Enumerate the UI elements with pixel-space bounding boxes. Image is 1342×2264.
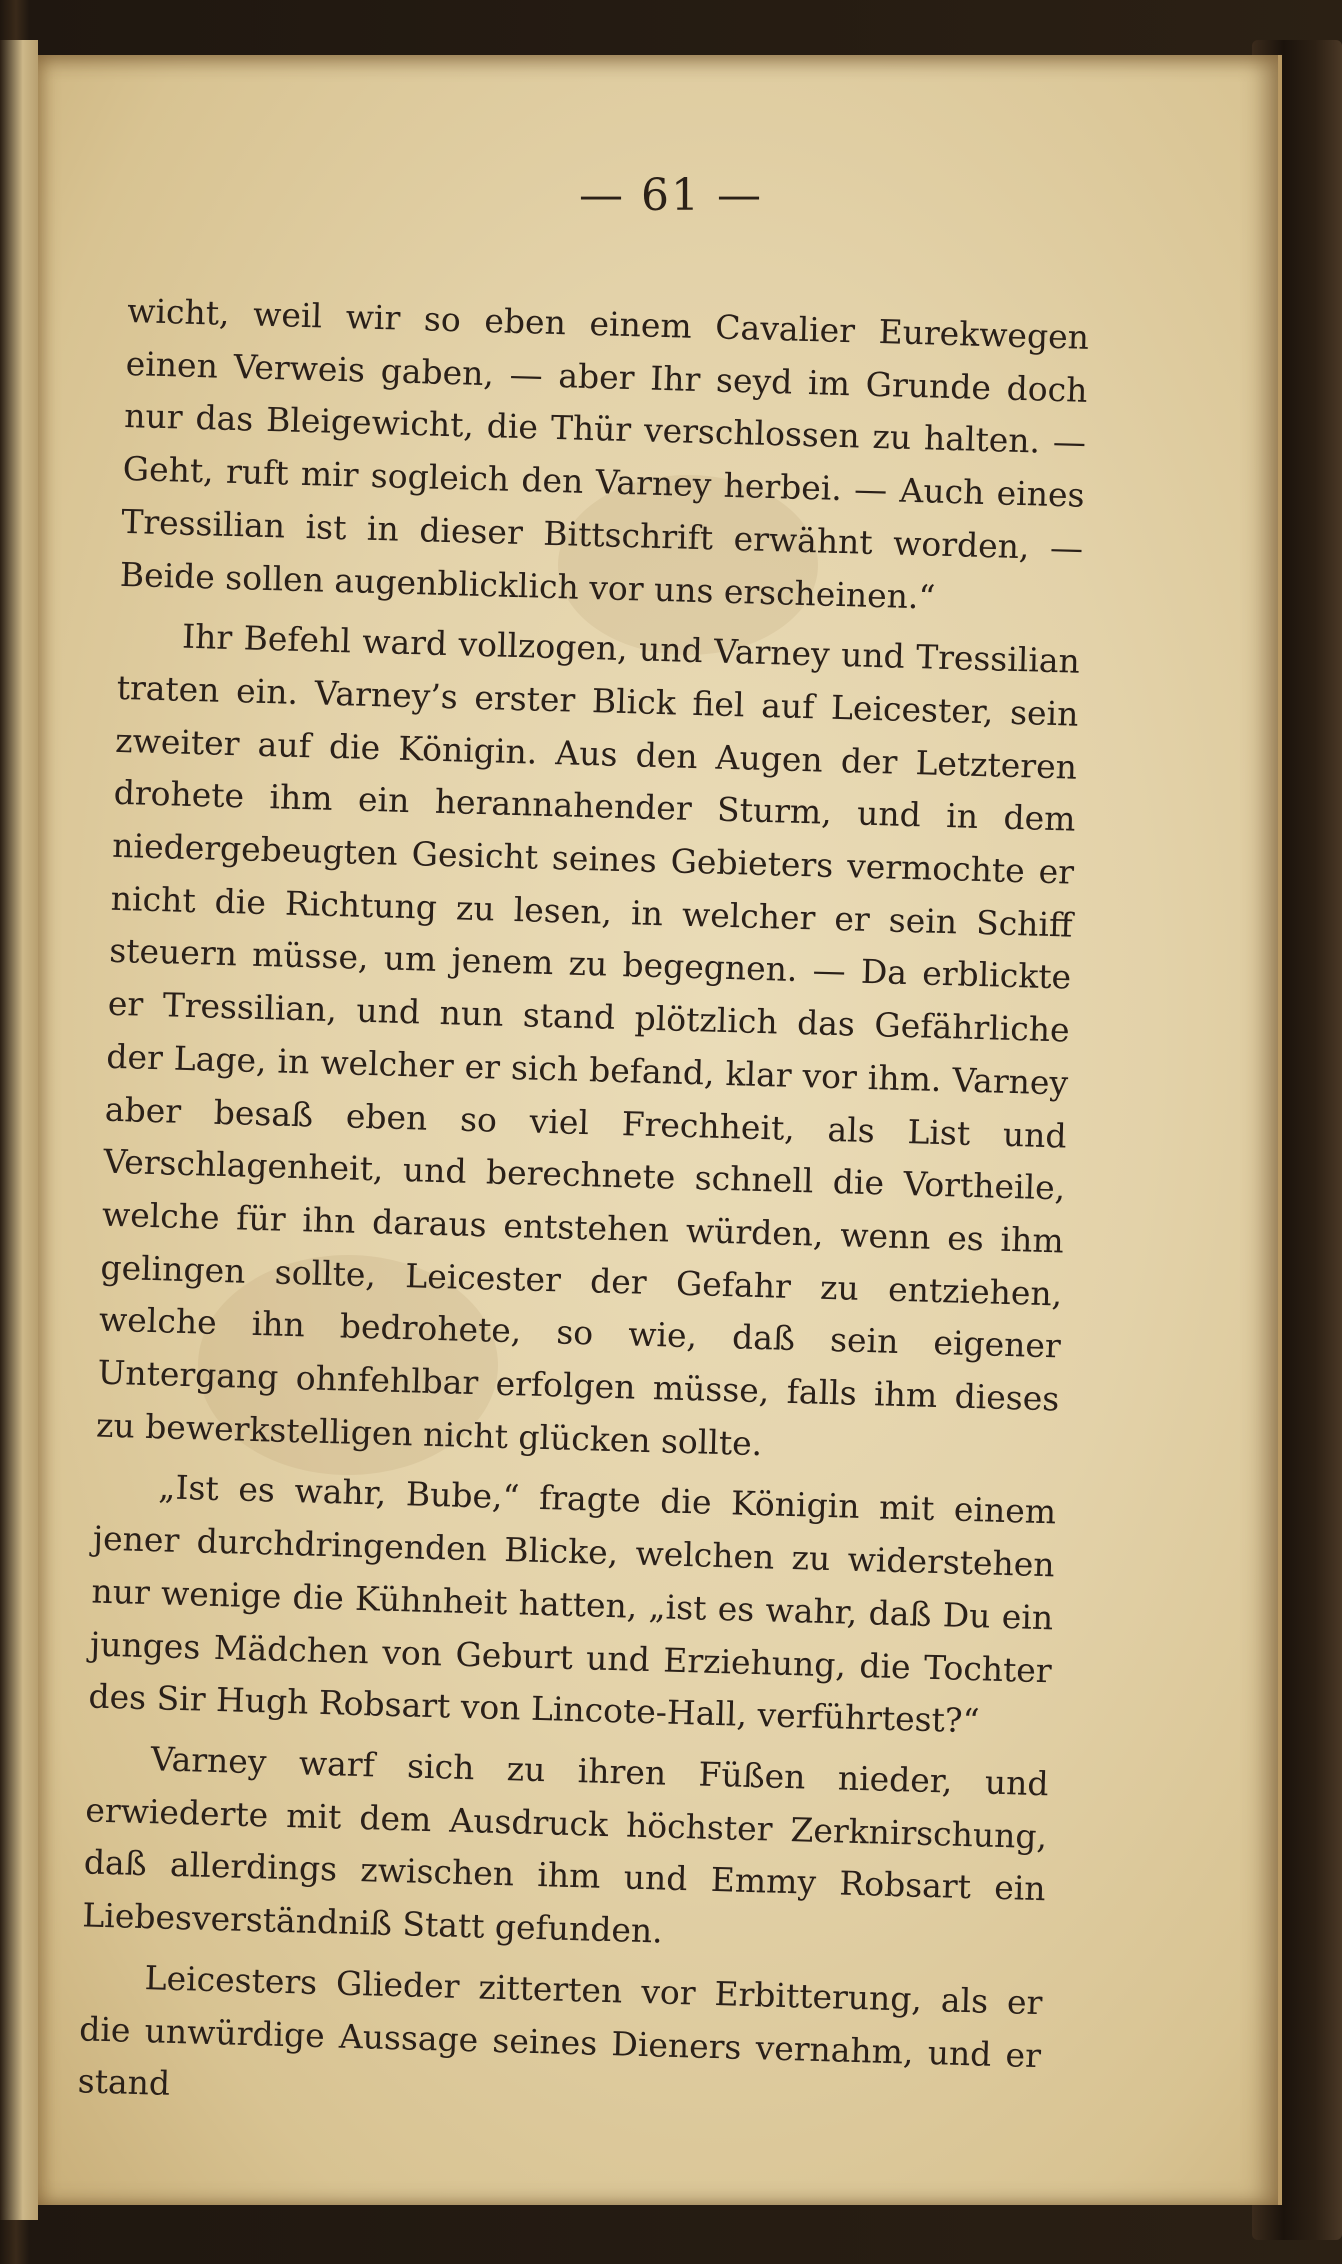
paragraph: „Ist es wahr, Bube,“ fragte die Königin mit einem jener durchdringenden Blicke, welchen zu widerstehen nur wenige die Kühnheit hatten, „ist es wahr, daß Du ein junges Mädchen von Geburt und Erziehung, die Tochter des Sir Hugh Robsart von Lincote-Hall, verführtest?“ [88, 1467, 1057, 1741]
paragraph: wicht, weil wir so eben einem Cavalier Eurekwegen einen Verweis gaben, — aber Ihr seyd im Grunde doch nur das Bleigewicht, die Thür verschlossen zu halten. — Geht, ruft mir sogleich den Varney herbei. — Auch eines Tressilian ist in dieser Bittschrift erwähnt worden, — Beide sollen augenblicklich vor uns erscheinen.“ [119, 290, 1090, 617]
previous-page-edge [0, 40, 38, 2220]
page-number: — 61 — [579, 170, 763, 221]
paragraph: Leicesters Glieder zitterten vor Erbitterung, als er die unwürdige Aussage seines Dieners vernahm, und er stand [77, 1957, 1043, 2104]
paragraph: Varney warf sich zu ihren Füßen nieder, und erwiederte mit dem Ausdruck höchster Zerknirschung, daß allerdings zwischen ihm und Emmy Robsart ein Liebesverständniß Statt gefunden. [81, 1739, 1050, 1951]
paragraph: Ihr Befehl ward vollzogen, und Varney und Tressilian traten ein. Varney’s erster Blick fiel auf Leicester, sein zweiter auf die Königin. Aus den Augen der Letzteren drohete ihm ein herannahender Sturm, und in dem niedergebeugten Gesicht seines Gebieters vermochte er nicht die Richtung zu lesen, in welcher er sein Schiff steuern müsse, um jenem zu begegnen. — Da erblickte er Tressilian, und nun stand plötzlich das Gefährliche der Lage, in welcher er sich befand, klar vor ihm. Varney aber besaß eben so viel Frechheit, als List und Verschlagenheit, und berechnete schnell die Vortheile, welche für ihn daraus entstehen würden, wenn es ihm gelingen sollte, Leicester der Gefahr zu entziehen, welche ihn bedrohete, so wie, daß sein eigener Untergang ohnfehlbar erfolgen müsse, falls ihm dieses zu bewerkstelligen nicht glücken sollte. [95, 616, 1081, 1463]
page-text [77, 285, 1090, 2143]
